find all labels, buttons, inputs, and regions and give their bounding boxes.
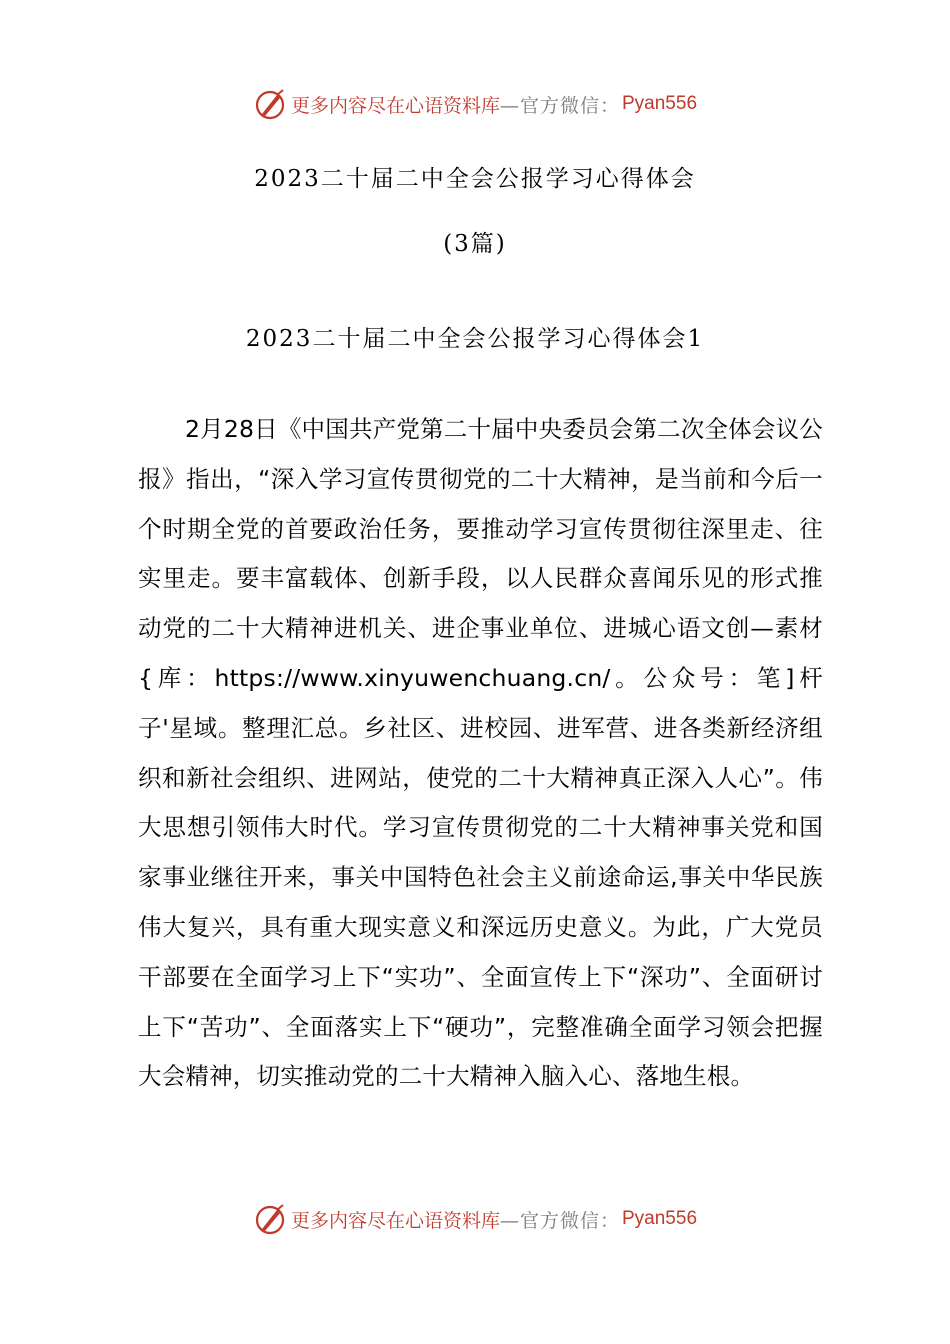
section-heading: 2023二十届二中全会公报学习心得体会1 [245, 326, 705, 352]
document-title: 2023二十届二中全会公报学习心得体会 [254, 166, 696, 192]
body-paragraph: 2月28日《中国共产党第二十届中央委员会第二次全体会议公报》指出，“深入学习宣传贯彻党的二十大精神，是当前和今后一个时期全党的首要政治任务，要推动学习宣传贯彻往深里走、往实里走。要丰富载体、创新手段，以人民群众喜闻乐见的形式推动党的二十大精神进机关、进企事业单位、进城心语文创—素材{库：https://www.xinyuwenchuang.cn/。公众号：笔]杆子'星域。整理汇总。乡社区、进校园、进军营、进各类新经济组织和新社会组织、进网站，使党的二十大精神真正深入人心”。伟大思想引领伟大时代。学习宣传贯彻党的二十大精神事关党和国家事业继往开来，事关中国特色社会主义前途命运,事关中华民族伟大复兴，具有重大现实意义和深远历史意义。为此，广大党员干部要在全面学习上下“实功”、全面宣传上下“深功”、全面研讨上下“苦功”、全面落实上下“硬功”，完整准确全面学习领会把握大会精神，切实推动党的二十大精神入脑入心、落地生根。 [138, 415, 823, 1091]
banner-wechat-label: —官方微信： [499, 1209, 620, 1232]
footer-watermark-banner [0, 1197, 950, 1241]
header-watermark-banner [0, 82, 950, 126]
document-count: (3篇) [443, 231, 507, 257]
banner-title: 更多内容尽在心语资料库 [290, 94, 500, 117]
banner-title: 更多内容尽在心语资料库 [290, 1209, 500, 1232]
banner-wechat-id: Pyan556 [622, 1208, 698, 1229]
quill-logo-icon [253, 1202, 287, 1236]
banner-wechat-label: —官方微信： [499, 94, 620, 117]
banner-wechat-id: Pyan556 [622, 93, 698, 114]
quill-logo-icon [253, 87, 287, 121]
